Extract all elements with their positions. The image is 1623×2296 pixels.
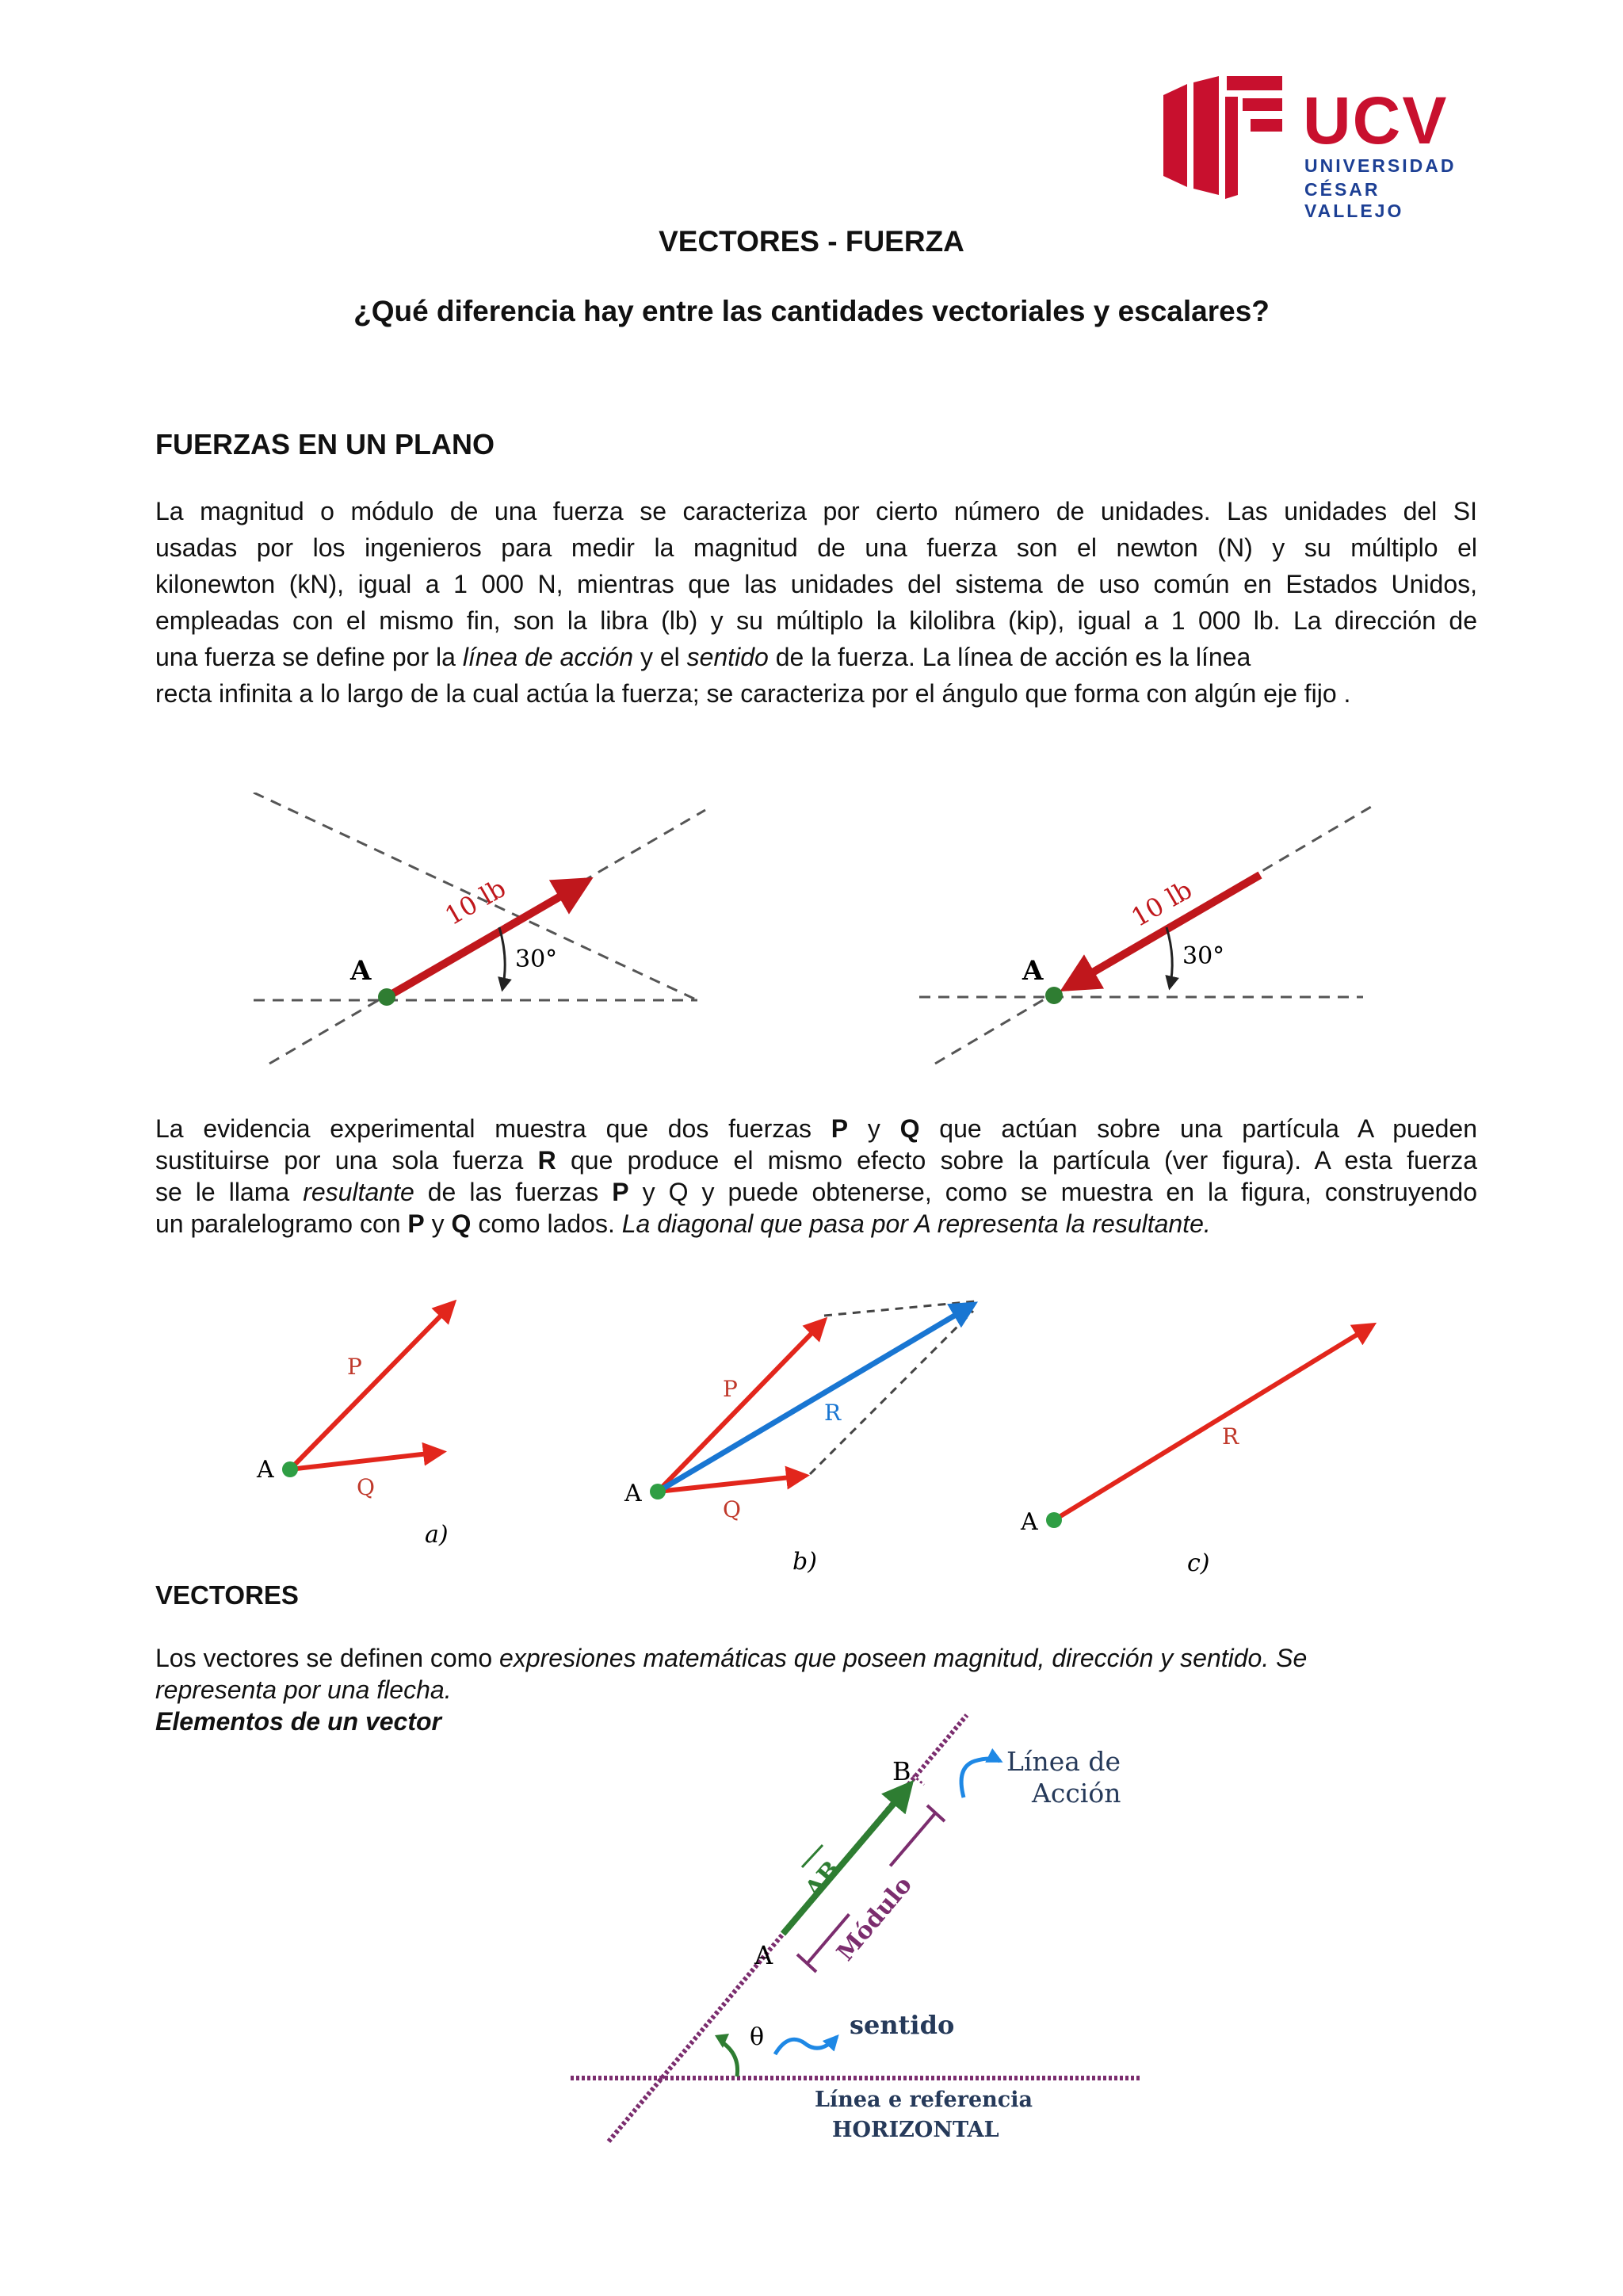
figure-right — [919, 807, 1371, 1064]
linea-accion-label-2: Acción — [1032, 1778, 1121, 1809]
text-run: que produce el mismo efecto sobre la partícula (ver figura). A esta fuerza — [556, 1146, 1478, 1175]
r-label: R — [1222, 1423, 1239, 1450]
angle-arc — [721, 2042, 738, 2076]
text-run-italic: La diagonal que pasa por A representa la resultante. — [621, 1209, 1211, 1238]
paragraph-line — [155, 639, 1477, 675]
section-heading-fuerzas: FUERZAS EN UN PLANO — [155, 428, 495, 460]
q-label: Q — [357, 1474, 375, 1500]
text-run-bold: R — [537, 1146, 556, 1175]
figure-line-of-action — [238, 793, 1411, 1078]
text-run: y — [848, 1114, 900, 1143]
parallelogram-side-dashed — [810, 1311, 973, 1474]
text-run-italic: línea de acción — [462, 643, 634, 671]
paragraph-line: kilonewton (kN), igual a 1 000 N, mientras que las unidades del sistema de uso común en Estados Unidos, — [155, 570, 1477, 598]
particle-point — [1045, 987, 1063, 1004]
page-question: ¿Qué diferencia hay entre las cantidades vectoriales y escalares? — [353, 295, 1270, 327]
point-label: A — [624, 1480, 642, 1507]
text-run: de las fuerzas — [414, 1178, 613, 1206]
text-run: sustituirse por una sola fuerza — [155, 1146, 538, 1175]
text-run: como lados. — [471, 1209, 622, 1238]
vector-r — [1054, 1325, 1373, 1520]
text-run-italic: expresiones matemáticas que poseen magnitud, dirección y sentido. Se — [499, 1644, 1308, 1672]
logo-line-1: UNIVERSIDAD — [1304, 155, 1457, 176]
text-run-bold: Q — [451, 1209, 472, 1238]
reference-label-2: HORIZONTAL — [832, 2118, 999, 2142]
paragraph-line: La magnitud o módulo de una fuerza se caracteriza por cierto número de unidades. Las unidades del SI — [155, 497, 1477, 525]
particle-point — [1046, 1512, 1062, 1528]
text-run: de la fuerza. La línea de acción es la línea — [768, 643, 1251, 671]
angle-label: 30° — [515, 946, 558, 973]
text-run-bold: Q — [899, 1114, 920, 1143]
paragraph-line: usadas por los ingenieros para medir la magnitud de una fuerza son el newton (N) y su múltiplo el — [155, 533, 1477, 562]
text-run-italic: sentido — [686, 643, 769, 671]
caption-a: a) — [425, 1521, 449, 1549]
paragraph-line — [155, 1642, 1477, 1674]
text-run: una fuerza se define por la — [155, 643, 463, 671]
text-run-italic: resultante — [303, 1178, 414, 1206]
vector-q — [290, 1452, 442, 1469]
page-title: VECTORES - FUERZA — [659, 225, 964, 258]
paragraph-line — [155, 1208, 1477, 1240]
text-run: se le llama — [155, 1178, 304, 1206]
paragraph-line — [155, 1113, 1477, 1144]
text-run-bold: P — [407, 1209, 425, 1238]
figure-a — [256, 1303, 453, 1549]
p-label: P — [347, 1354, 362, 1380]
angle-label: 30° — [1182, 942, 1225, 970]
vector-p — [290, 1303, 453, 1469]
modulo-label: Módulo — [831, 1871, 918, 1967]
text-run: y el — [633, 643, 687, 671]
point-b-label: B — [892, 1756, 911, 1786]
vector-ab-label: AB — [800, 1855, 846, 1904]
paragraph-resultante — [155, 1113, 1477, 1240]
section-heading-vectores: VECTORES — [155, 1580, 299, 1610]
point-a-label: A — [754, 1940, 773, 1970]
force-label: 10 lb — [440, 873, 511, 931]
text-run: que actúan sobre una partícula A pueden — [919, 1114, 1478, 1143]
paragraph-line — [155, 1144, 1477, 1176]
subheading-elementos: Elementos de un vector — [155, 1707, 441, 1736]
theta-label: θ — [750, 2023, 765, 2051]
logo-line-2: CÉSAR VALLEJO — [1304, 179, 1404, 221]
text-run-bold: P — [612, 1178, 629, 1206]
text-run-italic: representa por una flecha. — [155, 1675, 452, 1704]
point-label: A — [1022, 955, 1044, 987]
particle-point — [378, 988, 395, 1006]
linea-accion-arrow-icon — [961, 1759, 1000, 1797]
r-label: R — [824, 1400, 842, 1426]
paragraph-line — [155, 1674, 1477, 1706]
parallelogram-side-dashed — [824, 1301, 975, 1316]
logo-name: UCV — [1303, 83, 1449, 158]
text-run: un paralelogramo con — [155, 1209, 408, 1238]
ucv-emblem-icon — [1163, 76, 1298, 203]
angle-arc-icon — [1167, 927, 1172, 988]
point-label: A — [1021, 1508, 1038, 1536]
paragraph-fuerzas — [155, 493, 1477, 712]
text-run: y Q y puede obtenerse, como se muestra en la figura, construyendo — [628, 1178, 1478, 1206]
p-label: P — [723, 1376, 738, 1402]
point-label: A — [350, 955, 372, 987]
sentido-label: sentido — [850, 2010, 955, 2040]
paragraph-line: empleadas con el mismo fin, son la libra (lb) y su múltiplo la kilolibra (kip), igual a 1 000 lb. La dirección de — [155, 606, 1477, 635]
vector-elements-diagram — [571, 1712, 1157, 2156]
q-label: Q — [723, 1496, 741, 1522]
caption-c: c) — [1187, 1549, 1210, 1577]
angle-arc-icon — [499, 927, 505, 989]
paragraph-line: recta infinita a lo largo de la cual actúa la fuerza; se caracteriza por el ángulo que forma con algún eje fijo . — [155, 679, 1351, 708]
particle-point — [282, 1461, 298, 1477]
figure-b — [624, 1301, 975, 1576]
text-run: La evidencia experimental muestra que dos fuerzas — [155, 1114, 831, 1143]
text-run: y — [424, 1209, 452, 1238]
reference-label-1: Línea e referencia — [815, 2088, 1033, 2112]
caption-b: b) — [792, 1548, 817, 1576]
ucv-logo — [1163, 76, 1472, 221]
sentido-arrow-icon — [775, 2037, 837, 2054]
text-run: Los vectores se definen como — [155, 1644, 500, 1672]
figure-parallelogram — [238, 1276, 1395, 1577]
figure-left — [254, 793, 705, 1064]
linea-accion-label-1: Línea de — [1006, 1746, 1121, 1777]
force-label: 10 lb — [1126, 874, 1197, 933]
text-run-bold: P — [831, 1114, 849, 1143]
point-label: A — [257, 1456, 274, 1484]
particle-point — [650, 1484, 666, 1499]
paragraph-line — [155, 1176, 1477, 1208]
figure-c — [1020, 1325, 1373, 1577]
